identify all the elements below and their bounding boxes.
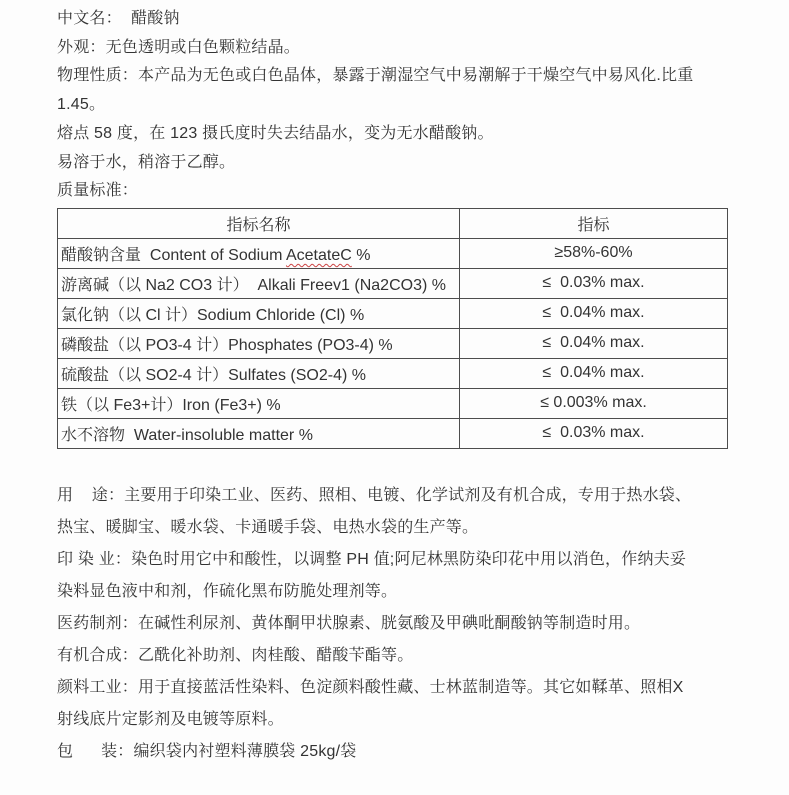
spec-name-cell: 氯化钠（以 Cl 计）Sodium Chloride (Cl) %: [58, 298, 460, 328]
spec-name-text: 醋酸钠含量 Content of Sodium: [61, 246, 286, 264]
spec-name-text: %: [351, 246, 371, 264]
spec-name-cell: 磷酸盐（以 PO3-4 计）Phosphates (PO3-4) %: [58, 328, 460, 358]
spec-value-cell: ≤ 0.03% max.: [460, 418, 728, 448]
spec-value-cell: ≤ 0.04% max.: [460, 358, 728, 388]
header-indicator-value: 指标: [460, 208, 728, 238]
table-row-water-insoluble: [58, 418, 728, 448]
chinese-name-line: 中文名： 醋酸钠: [57, 10, 180, 27]
table-header-row: [58, 208, 728, 238]
uses-line-1: 用 途：主要用于印染工业、医药、照相、电镀、化学试剂及有机合成，专用于热水袋、: [57, 486, 692, 504]
uses-line-2: 热宝、暖脚宝、暖水袋、卡通暖手袋、电热水袋的生产等。: [57, 518, 479, 536]
spec-name-cell: [58, 238, 460, 268]
spec-value-cell: ≤ 0.003% max.: [460, 388, 728, 418]
spec-name-cell: 铁（以 Fe3+计）Iron (Fe3+) %: [58, 388, 460, 418]
spec-value-cell: ≥58%-60%: [460, 238, 728, 268]
spellcheck-word: AcetateC: [285, 246, 352, 264]
table-row-content: [58, 238, 728, 268]
table-row-sodium-chloride: [58, 298, 728, 328]
quality-spec-table: [57, 208, 728, 449]
spec-value-cell: ≤ 0.04% max.: [460, 298, 728, 328]
specific-gravity-line: 1.45。: [57, 96, 106, 114]
appearance-line: 外观：无色透明或白色颗粒结晶。: [57, 38, 301, 56]
dyeing-industry-line-1: 印 染 业：染色时用它中和酸性，以调整 PH 值;阿尼林黑防染印花中用以消色，作纳夫妥: [57, 550, 687, 568]
dyeing-industry-line-2: 染料显色液中和剂，作硫化黑布防脆处理剂等。: [57, 582, 398, 600]
table-row-iron: [58, 388, 728, 418]
pharmaceutical-line: 医药制剂：在碱性利尿剂、黄体酮甲状腺素、胱氨酸及甲碘吡酮酸钠等制造时用。: [57, 614, 641, 632]
pigment-industry-line-1: 颜料工业：用于直接蓝活性染料、色淀颜料酸性藏、士林蓝制造等。其它如鞣革、照相X: [57, 678, 684, 696]
table-row-sulfates: [58, 358, 728, 388]
spec-value-cell: ≤ 0.04% max.: [460, 328, 728, 358]
pigment-industry-line-2: 射线底片定影剂及电镀等原料。: [57, 710, 284, 728]
table-row-free-alkali: [58, 268, 728, 298]
table-row-phosphates: [58, 328, 728, 358]
solubility-line: 易溶于水，稍溶于乙醇。: [57, 153, 236, 171]
header-indicator-name: 指标名称: [58, 208, 460, 238]
packaging-line: 包 装：编织袋内衬塑料薄膜袋 25kg/袋: [57, 742, 357, 760]
spec-name-cell: 水不溶物 Water-insoluble matter %: [58, 418, 460, 448]
usage-section: [57, 480, 759, 768]
quality-standard-label: 质量标准：: [57, 182, 139, 200]
intro-section: [57, 5, 759, 206]
melting-point-line: 熔点 58 度，在 123 摄氏度时失去结晶水，变为无水醋酸钠。: [57, 124, 494, 142]
spec-name-cell: 硫酸盐（以 SO2-4 计）Sulfates (SO2-4) %: [58, 358, 460, 388]
spec-value-cell: ≤ 0.03% max.: [460, 268, 728, 298]
physical-properties-line: 物理性质：本产品为无色或白色晶体，暴露于潮湿空气中易潮解于干燥空气中易风化.比重: [57, 67, 694, 85]
organic-synthesis-line: 有机合成：乙酰化补助剂、肉桂酸、醋酸苄酯等。: [57, 646, 414, 664]
spec-name-cell: 游离碱（以 Na2 CO3 计） Alkali Freev1 (Na2CO3) %: [58, 268, 460, 298]
